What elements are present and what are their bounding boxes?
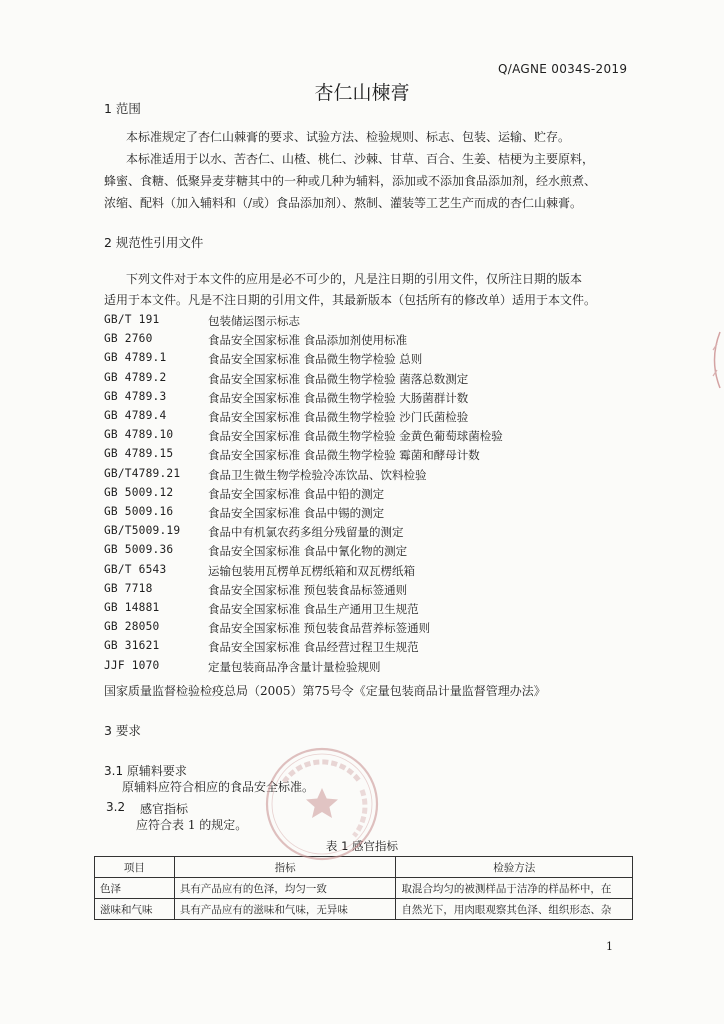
reference-code: GB 28050 — [104, 620, 160, 633]
reference-code: GB/T 191 — [104, 313, 160, 326]
reference-title: 食品安全国家标准 食品添加剂使用标准 — [208, 333, 408, 347]
reference-title: 食品安全国家标准 食品生产通用卫生规范 — [208, 602, 419, 616]
section-3-1-text: 原辅料应符合相应的食品安全标准。 — [122, 780, 315, 794]
sensory-table — [94, 856, 633, 920]
reference-title: 食品安全国家标准 食品中锡的测定 — [208, 506, 385, 520]
row-spec: 具有产品应有的色泽，均匀一致 — [174, 878, 396, 899]
references-intro-line-2: 适用于本文件。凡是不注日期的引用文件，其最新版本（包括所有的修改单）适用于本文件。 — [104, 293, 597, 307]
row-method: 取混合均匀的被测样品于洁净的样品杯中，在 — [396, 878, 633, 899]
reference-title: 定量包装商品净含量计量检验规则 — [208, 660, 381, 674]
reference-code: GB 4789.1 — [104, 351, 167, 364]
table-row — [95, 878, 633, 899]
reference-title: 食品安全国家标准 预包装食品营养标签通则 — [208, 621, 431, 635]
reference-title: 食品安全国家标准 食品微生物学检验 霉菌和酵母计数 — [208, 448, 480, 462]
reference-code: GB/T5009.19 — [104, 524, 181, 537]
reference-title: 运输包装用瓦楞单瓦楞纸箱和双瓦楞纸箱 — [208, 564, 415, 578]
references-intro-line-1: 下列文件对于本文件的应用是必不可少的，凡是注日期的引用文件，仅所注日期的版本 — [126, 272, 583, 286]
reference-code: GB 5009.36 — [104, 543, 174, 556]
reference-code: GB 4789.10 — [104, 428, 174, 441]
reference-title: 包装储运图示标志 — [208, 314, 300, 328]
reference-title: 食品中有机氯农药多组分残留量的测定 — [208, 525, 404, 539]
reference-title: 食品安全国家标准 食品微生物学检验 菌落总数测定 — [208, 372, 469, 386]
reference-code: GB/T4789.21 — [104, 467, 181, 480]
scope-paragraph-2-line-2: 蜂蜜、食糖、低聚异麦芽糖其中的一种或几种为辅料，添加或不添加食品添加剂，经水煎煮、 — [104, 174, 597, 188]
reference-code: GB 31621 — [104, 639, 160, 652]
reference-title: 食品安全国家标准 预包装食品标签通则 — [208, 583, 408, 597]
reference-code: GB 5009.12 — [104, 486, 174, 499]
reference-code: JJF 1070 — [104, 659, 160, 672]
section-3-heading: 3 要求 — [104, 723, 141, 738]
reference-code: GB 7718 — [104, 582, 153, 595]
page-number: 1 — [606, 940, 613, 953]
reference-title: 食品安全国家标准 食品微生物学检验 沙门氏菌检验 — [208, 410, 469, 424]
row-item: 色泽 — [95, 878, 175, 899]
reference-code: GB 4789.15 — [104, 447, 174, 460]
section-3-2-heading: 感官指标 — [140, 802, 189, 816]
col-header-item: 项目 — [95, 857, 175, 878]
reference-title: 食品卫生微生物学检验冷冻饮品、饮料检验 — [208, 468, 427, 482]
reference-title: 食品安全国家标准 食品微生物学检验 总则 — [208, 352, 423, 366]
reference-code: GB 5009.16 — [104, 505, 174, 518]
col-header-spec: 指标 — [174, 857, 396, 878]
table-1-caption: 表 1 感官指标 — [325, 839, 399, 853]
section-3-2-text: 应符合表 1 的规定。 — [136, 818, 248, 832]
company-seal-stamp — [262, 744, 382, 864]
standard-number: Q/AGNE 0034S-2019 — [498, 62, 628, 76]
edge-seal-fragment — [707, 330, 721, 390]
section-3-1-heading: 3.1 原辅料要求 — [104, 764, 187, 778]
reference-code: GB 2760 — [104, 332, 153, 345]
reference-code: GB 14881 — [104, 601, 160, 614]
decree-reference: 国家质量监督检验检疫总局（2005）第75号令《定量包装商品计量监督管理办法》 — [104, 684, 546, 698]
reference-title: 食品安全国家标准 食品经营过程卫生规范 — [208, 640, 419, 654]
scope-paragraph-1: 本标准规定了杏仁山棘膏的要求、试验方法、检验规则、标志、包装、运输、贮存。 — [126, 130, 571, 144]
reference-title: 食品安全国家标准 食品中铅的测定 — [208, 487, 385, 501]
reference-code: GB 4789.4 — [104, 409, 167, 422]
reference-title: 食品安全国家标准 食品微生物学检验 大肠菌群计数 — [208, 391, 469, 405]
section-1-heading: 1 范围 — [104, 101, 141, 116]
document-title: 杏仁山楝膏 — [314, 82, 410, 104]
table-row — [95, 899, 633, 920]
section-2-heading: 2 规范性引用文件 — [104, 235, 204, 250]
section-3-2-number: 3.2 — [106, 800, 126, 814]
scope-paragraph-2-line-3: 浓缩、配料（加入辅料和（/或）食品添加剂）、熬制、灌装等工艺生产而成的杏仁山棘膏。 — [104, 196, 583, 210]
reference-code: GB/T 6543 — [104, 563, 167, 576]
row-spec: 具有产品应有的滋味和气味，无异味 — [174, 899, 396, 920]
reference-code: GB 4789.2 — [104, 371, 167, 384]
reference-title: 食品安全国家标准 食品中氰化物的测定 — [208, 544, 408, 558]
row-method: 自然光下，用肉眼观察其色泽、组织形态、杂 — [396, 899, 633, 920]
col-header-method: 检验方法 — [396, 857, 633, 878]
row-item: 滋味和气味 — [95, 899, 175, 920]
reference-code: GB 4789.3 — [104, 390, 167, 403]
reference-title: 食品安全国家标准 食品微生物学检验 金黄色葡萄球菌检验 — [208, 429, 503, 443]
scope-paragraph-2-line-1: 本标准适用于以水、苦杏仁、山楂、桃仁、沙棘、甘草、百合、生姜、桔梗为主要原料， — [126, 152, 595, 166]
